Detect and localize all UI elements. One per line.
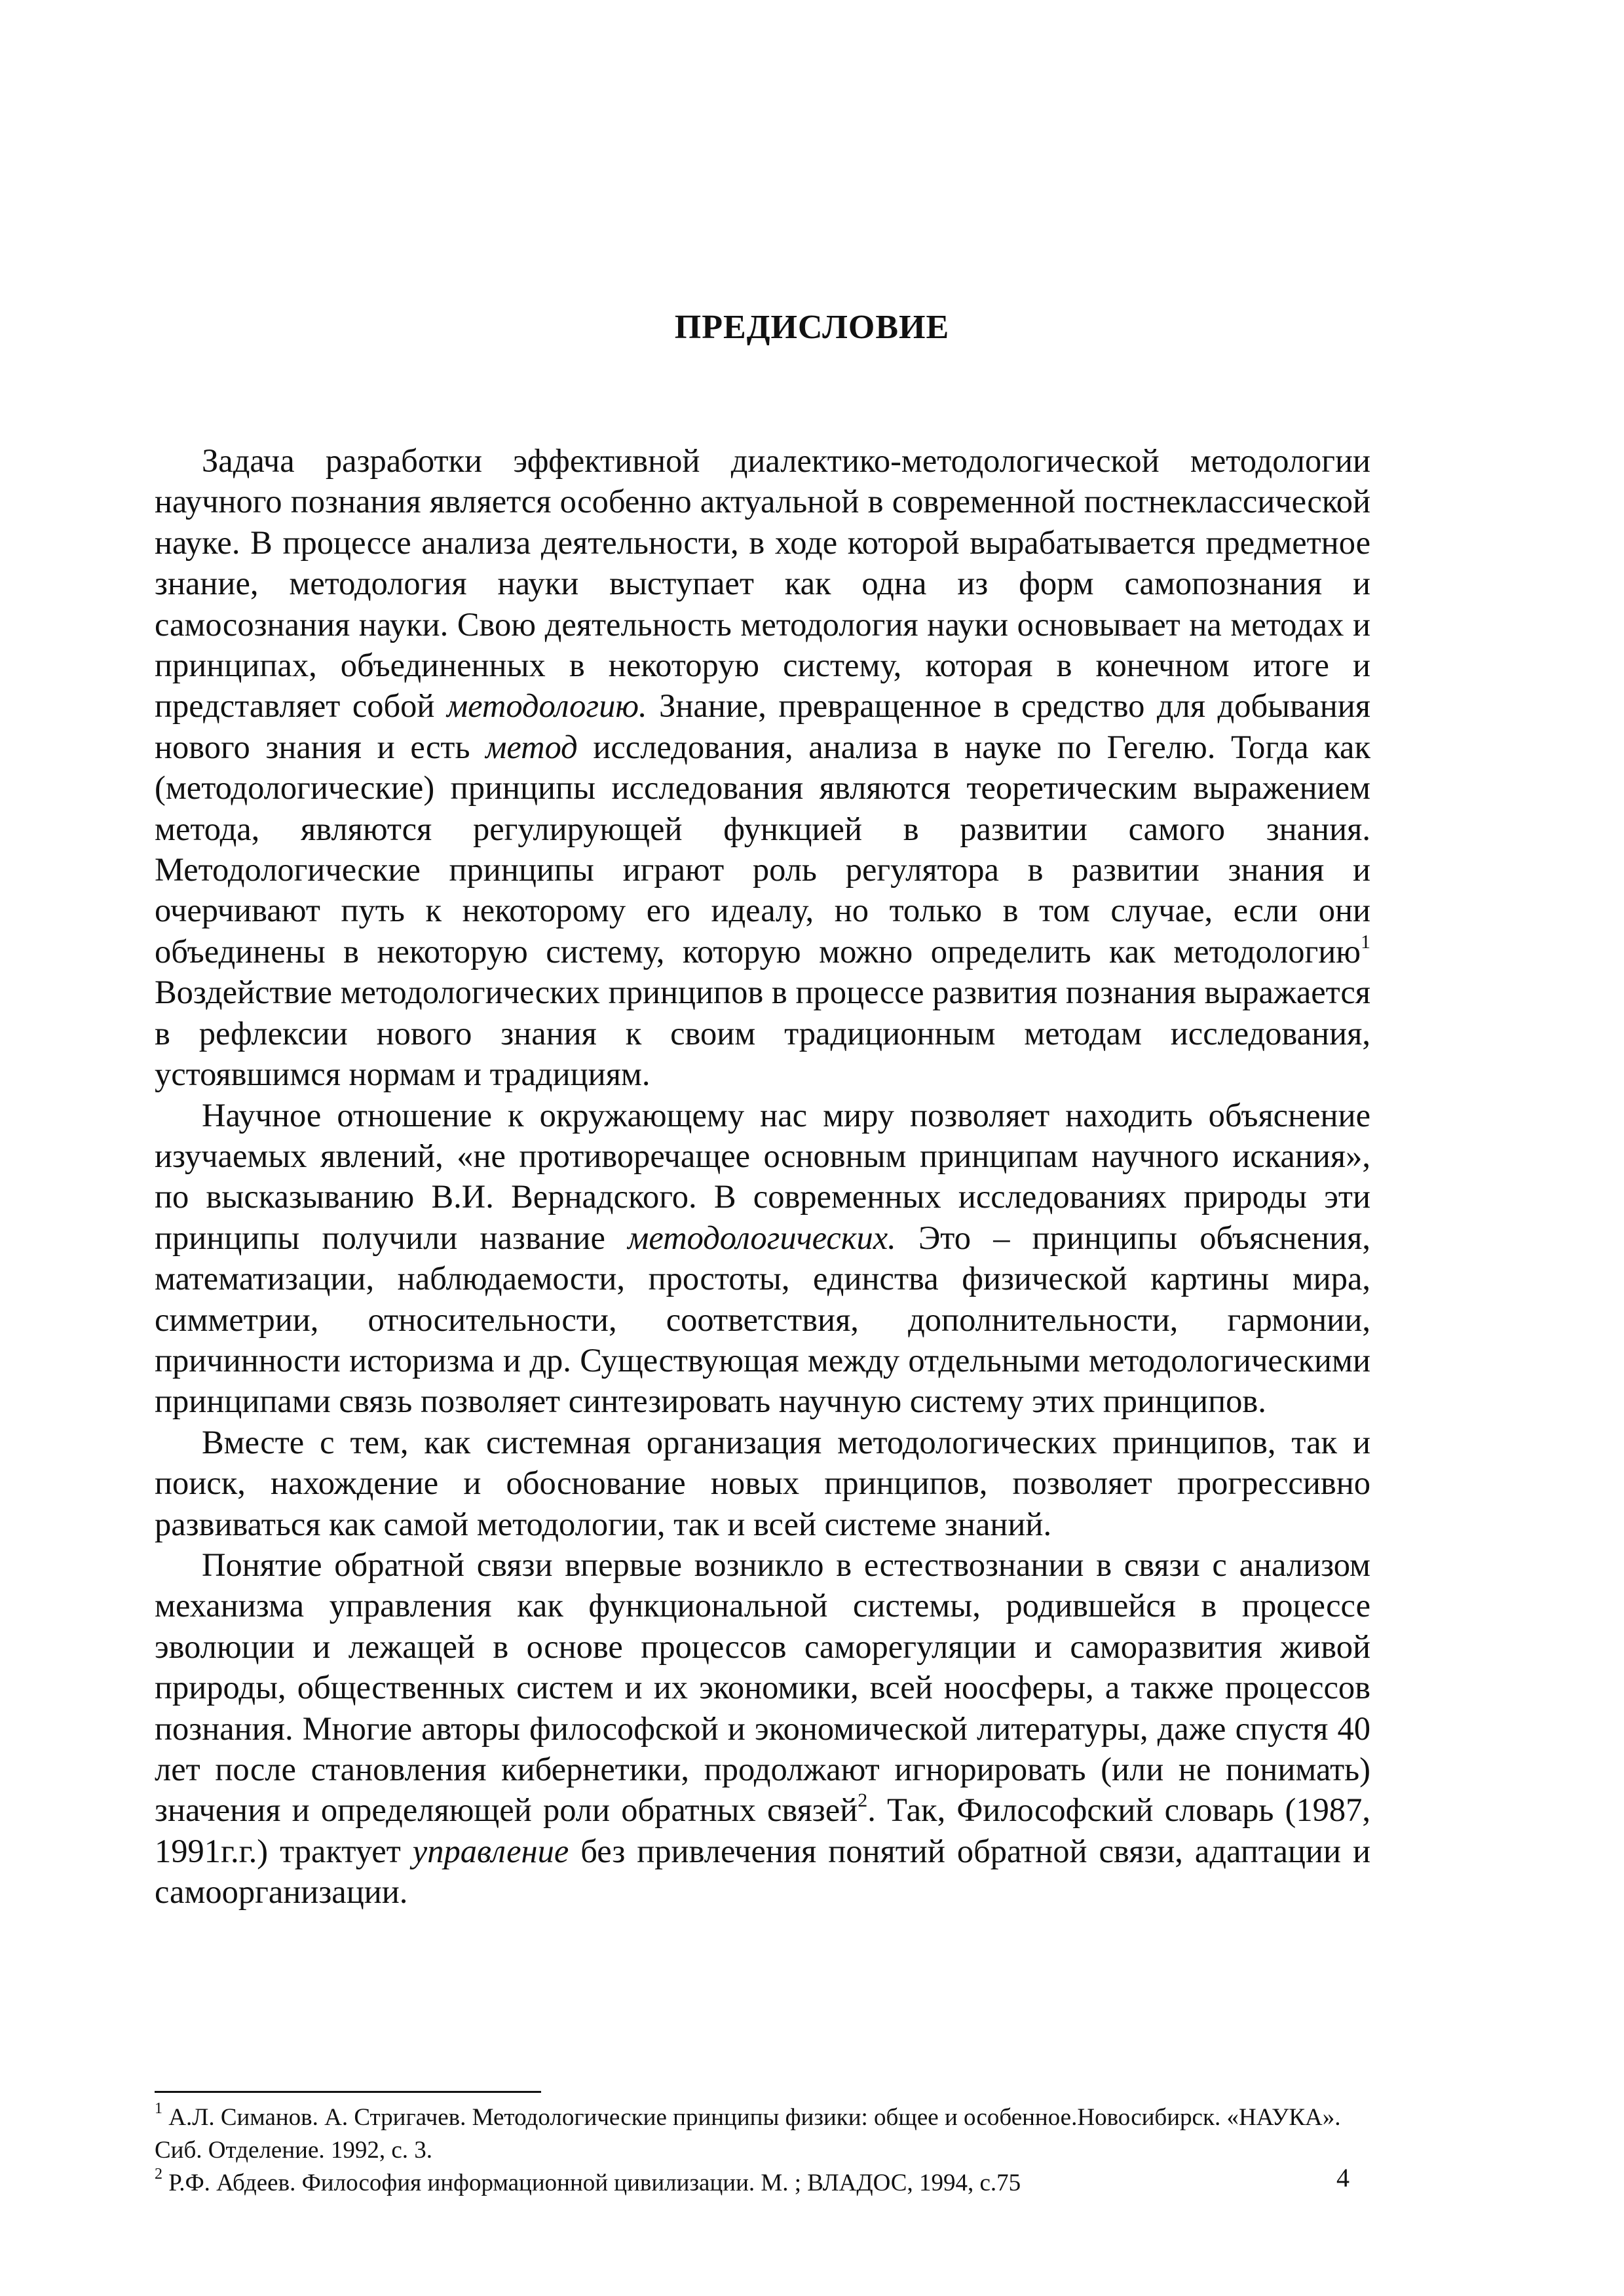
paragraph-text: Это – принципы объяснения, математизации, наблюдаемости, простоты, единства физической картины мира, симметрии, относительности, соответствия, дополнительности, гармонии, причинности историзма и др. Существующая между отдельными методологическими принципами связь позволяет синтезировать научную систему этих принципов. <box>155 1219 1371 1420</box>
footnote-marker: 1 <box>155 2100 162 2117</box>
paragraph <box>155 440 1370 1095</box>
italic-term: метод <box>485 728 578 765</box>
footnote-divider <box>155 2091 541 2093</box>
paragraph <box>155 1544 1370 1913</box>
paragraph-text: Научное отношение к окружающему нас миру позволяет находить объяснение изучаемых явлений, «не противоречащее основным принципам научного искания», по высказыванию В.И. Вернадского. В современных исследованиях природы эти принципы получили название <box>155 1096 1370 1256</box>
page-number: 4 <box>1336 2163 1350 2192</box>
footnote <box>155 2101 1370 2167</box>
italic-term: методологию. <box>446 687 647 725</box>
paragraph-text: . Так, Философский словарь (1987, 1991г.г.) трактует <box>155 1791 1370 1869</box>
footnote-reference: 1 <box>1361 930 1370 953</box>
paragraph <box>155 1422 1370 1544</box>
footnote-marker: 2 <box>155 2166 162 2183</box>
paragraph-text: Задача разработки эффективной диалектико-методологической методологии научного познания является особенно актуальной в современной постнеклассической науке. В процессе анализа деятельности, в ходе которой вырабатывается предметное знание, методология науки выступает как одна из форм самопознания и самосознания науки. Свою деятельность методология науки основывает на методах и принципах, объединенных в некоторую систему, которая в конечном итоге и представляет собой <box>155 442 1370 725</box>
footnote <box>155 2167 1370 2200</box>
paragraph <box>155 1095 1370 1422</box>
paragraph-text: Знание, превращенное в средство для добывания нового знания и есть <box>155 687 1370 765</box>
italic-term: методологических. <box>628 1219 896 1256</box>
italic-term: управление <box>412 1832 569 1869</box>
paragraph-text: Вместе с тем, как системная организация методологических принципов, так и поиск, нахождение и обоснование новых принципов, позволяет прогрессивно развиваться как самой методологии, так и всей системе знаний. <box>155 1423 1370 1542</box>
page-title: ПРЕДИСЛОВИЕ <box>674 309 950 346</box>
footnote-reference: 2 <box>858 1789 868 1812</box>
paragraph-text: исследования, анализа в науке по Гегелю. Тогда как (методологические) принципы исследования являются теоретическим выражением метода, являются регулирующей функцией в развитии самого знания. Методологические принципы играют роль регулятора в развитии знания и очерчивают путь к некоторому его идеалу, но только в том случае, если они объединены в некоторую систему, которую можно определить как методологию <box>155 728 1370 970</box>
paragraph-text: Воздействие методологических принципов в процессе развития познания выражается в рефлексии нового знания к своим традиционным методам исследования, устоявшимся нормам и традициям. <box>155 974 1370 1093</box>
footnote-text: Р.Ф. Абдеев. Философия информационной цивилизации. М. ; ВЛАДОС, 1994, с.75 <box>162 2170 1021 2196</box>
body-text <box>155 440 1370 1913</box>
footnotes <box>155 2101 1370 2200</box>
paragraph-text: без привлечения понятий обратной связи, адаптации и самоорганизации. <box>155 1832 1370 1911</box>
footnote-text: А.Л. Симанов. А. Стригачев. Методологические принципы физики: общее и особенное.Новосибирск. «НАУКА». Сиб. Отделение. 1992, с. 3. <box>155 2104 1341 2164</box>
paragraph-text: Понятие обратной связи впервые возникло в естествознании в связи с анализом механизма управления как функциональной системы, родившейся в процессе эволюции и лежащей в основе процессов саморегуляции и саморазвития живой природы, общественных систем и их экономики, всей ноосферы, а также процессов познания. Многие авторы философской и экономической литературы, даже спустя 40 лет после становления кибернетики, продолжают игнорировать (или не понимать) значения и определяющей роли обратных связей <box>155 1546 1370 1829</box>
